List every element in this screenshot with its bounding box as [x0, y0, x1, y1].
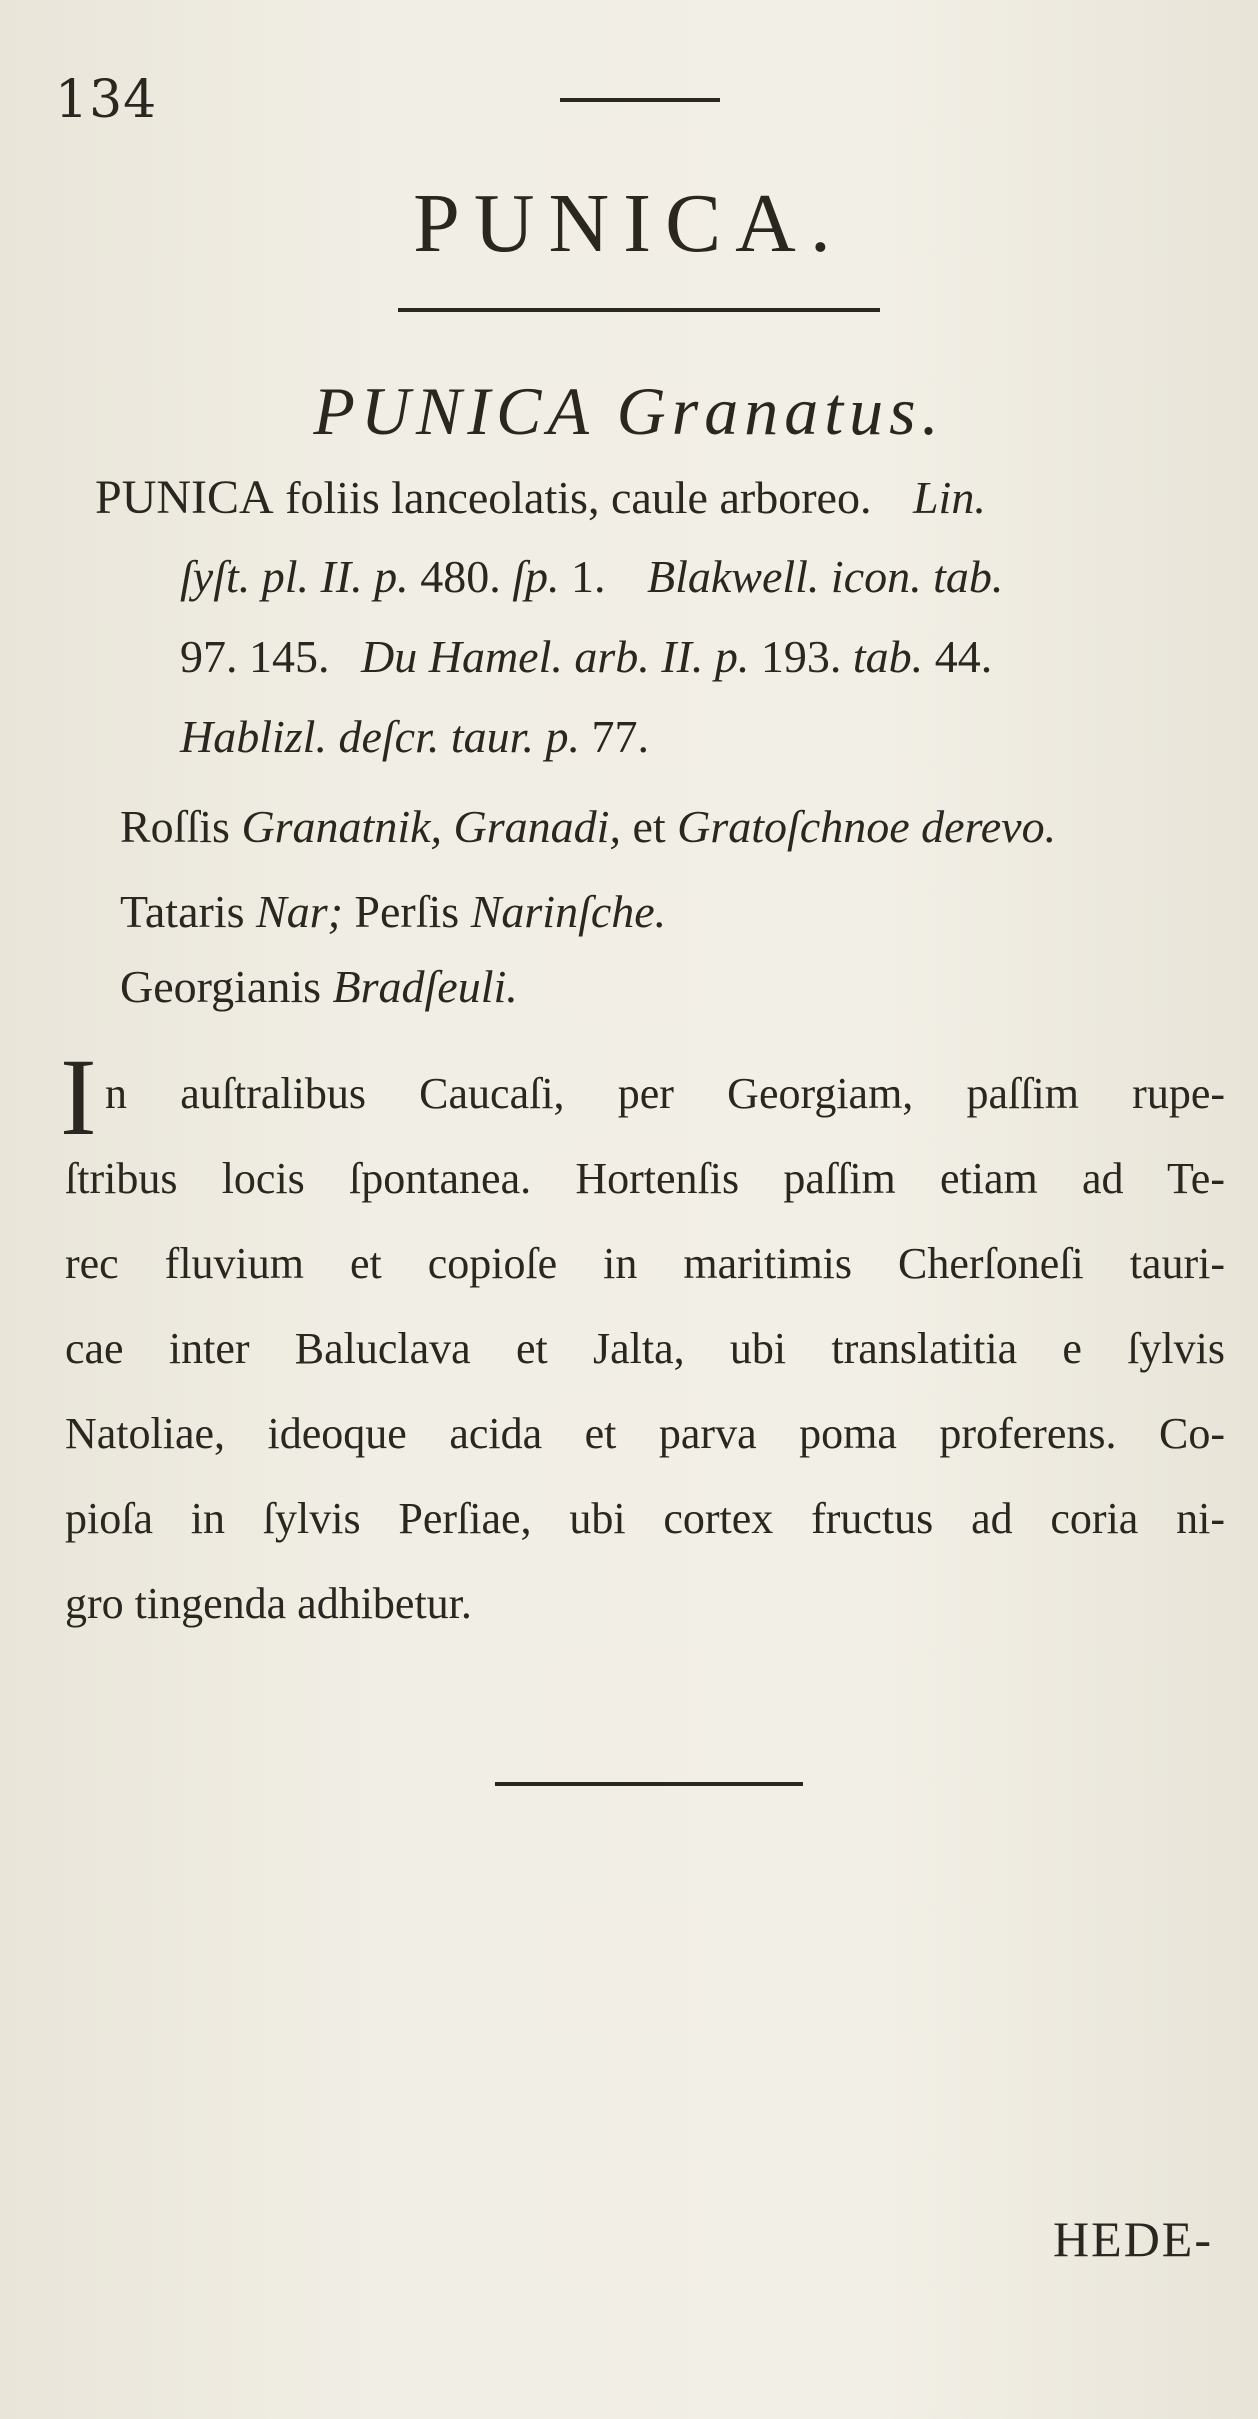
vernacular-names: Granatnik, Granadi, — [241, 801, 621, 852]
reference-duhamel: Du Hamel. arb. II. p. — [361, 631, 750, 682]
paragraph-line-3: rec fluvium et copioſe in maritimis Cherſoneſi tauri- — [65, 1239, 1225, 1288]
reference-blackwell: Blakwell. icon. tab. — [646, 551, 1004, 602]
reference-text: tab. — [852, 631, 924, 682]
vernacular-names: Narinſche. — [470, 886, 667, 937]
reference-number: 44. — [934, 631, 993, 682]
page-number: 134 — [55, 70, 158, 130]
catchword: HEDE- — [1053, 2211, 1213, 2267]
paragraph-line-2: ſtribus locis ſpontanea. Hortenſis paſſim etiam ad Te- — [65, 1154, 1225, 1203]
paragraph-line-1: n auſtralibus Caucaſi, per Georgiam, paſſim rupe- — [105, 1069, 1225, 1118]
paragraph-line-6: pioſa in ſylvis Perſiae, ubi cortex fructus ad coria ni- — [65, 1494, 1225, 1543]
vernacular-lead: Perſis — [354, 886, 460, 937]
paragraph-line-7: gro tingenda adhibetur. — [65, 1579, 472, 1628]
title-underline — [398, 308, 880, 312]
vernacular-lead: Roſſis — [120, 801, 230, 852]
synonymy-line-3 — [180, 630, 992, 683]
vernacular-line-2 — [120, 885, 666, 938]
vernacular-names: Bradſeuli. — [332, 961, 518, 1012]
end-rule — [495, 1782, 803, 1786]
genus-name: PUNICA — [95, 471, 274, 524]
paragraph-line-5: Natoliae, ideoque acida et parva poma proferens. Co- — [65, 1409, 1225, 1458]
reference-text: ſyſt. pl. II. p. — [180, 551, 409, 602]
reference-number: 1. — [570, 551, 606, 602]
species-heading: PUNICA Granatus. — [313, 373, 945, 449]
reference-number: 77. — [591, 711, 649, 762]
vernacular-names: Gratoſchnoe derevo. — [677, 801, 1057, 852]
paragraph-line-4: cae inter Baluclava et Jalta, ubi translatitia e ſylvis — [65, 1324, 1225, 1373]
reference-text: ſp. — [512, 551, 560, 602]
diagnosis-text: foliis lanceolatis, caule arboreo. — [285, 472, 872, 523]
synonymy-line-2 — [180, 550, 1003, 603]
page-title: PUNICA. — [413, 177, 845, 270]
synonymy-line-4 — [180, 710, 649, 763]
conjunction-text: et — [632, 801, 666, 852]
vernacular-names: Nar; — [256, 886, 343, 937]
reference-linnaeus: Lin. — [912, 472, 986, 523]
synonymy-line-1 — [95, 470, 986, 525]
drop-cap: I — [60, 1036, 97, 1158]
vernacular-lead: Georgianis — [120, 961, 322, 1012]
reference-number: 480. — [420, 551, 501, 602]
reference-hablizl: Hablizl. deſcr. taur. p. — [180, 711, 580, 762]
reference-number: 97. 145. — [180, 631, 330, 682]
reference-number: 193. — [760, 631, 842, 682]
vernacular-line-3 — [120, 960, 518, 1013]
vernacular-lead: Tataris — [120, 886, 245, 937]
header-rule — [560, 98, 720, 102]
vernacular-line-1 — [120, 800, 1056, 853]
